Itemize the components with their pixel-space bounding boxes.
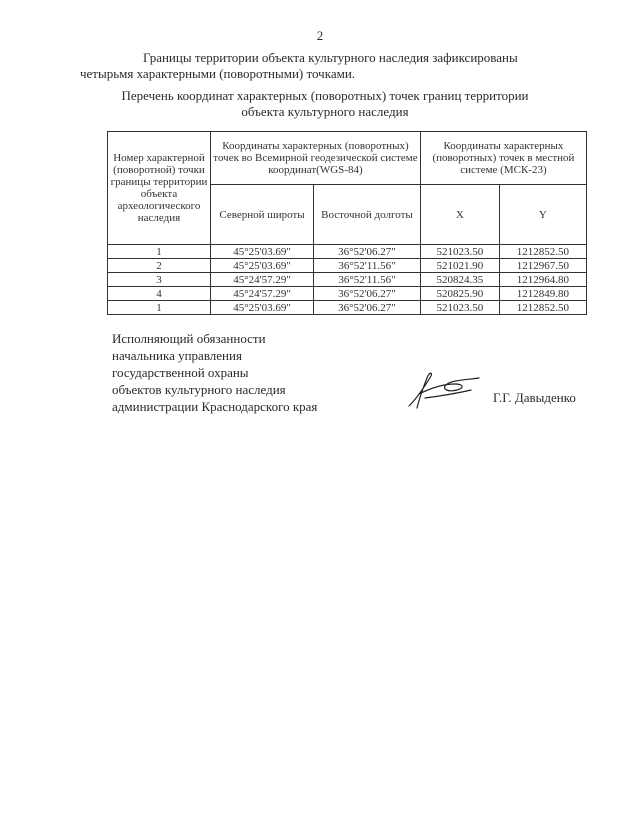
intro-line: Границы территории объекта культурного наследия зафиксированы <box>143 50 518 65</box>
signer-block <box>112 330 317 415</box>
table-row <box>108 287 587 301</box>
intro-line: четырьмя характерными (поворотными) точками. <box>80 66 356 81</box>
cell-latitude: 45°25'03.69" <box>211 301 314 315</box>
cell-latitude: 45°25'03.69" <box>211 245 314 259</box>
cell-longitude: 36°52'06.27" <box>314 301 421 315</box>
signer-line: объектов культурного наследия <box>112 382 286 397</box>
signer-line: Исполняющий обязанности <box>112 331 266 346</box>
cell-point: 1 <box>108 301 211 315</box>
table-row <box>108 273 587 287</box>
page-number: 2 <box>316 28 324 43</box>
cell-y: 1212852.50 <box>499 301 586 315</box>
cell-y: 1212967.50 <box>499 259 586 273</box>
header-point-number: Номер характерной (поворотной) точки границы территории объекта археологического наследия <box>108 132 211 245</box>
cell-latitude: 45°24'57.29" <box>211 273 314 287</box>
cell-y: 1212849.80 <box>499 287 586 301</box>
signer-line: начальника управления <box>112 348 242 363</box>
cell-y: 1212852.50 <box>499 245 586 259</box>
header-wgs84: Координаты характерных (поворотных) точек во Всемирной геодезической системе координат(WGS-84) <box>211 132 421 185</box>
cell-point: 3 <box>108 273 211 287</box>
cell-longitude: 36°52'06.27" <box>314 287 421 301</box>
cell-x: 521023.50 <box>420 301 499 315</box>
handwritten-signature <box>405 368 485 412</box>
signer-line: администрации Краснодарского края <box>112 399 318 414</box>
header-x: X <box>420 185 499 245</box>
cell-longitude: 36°52'11.56" <box>314 273 421 287</box>
table-row <box>108 245 587 259</box>
coordinates-table <box>107 131 587 315</box>
cell-longitude: 36°52'11.56" <box>314 259 421 273</box>
intro-paragraph <box>80 50 580 82</box>
signer-line: государственной охраны <box>112 365 249 380</box>
cell-latitude: 45°24'57.29" <box>211 287 314 301</box>
cell-longitude: 36°52'06.27" <box>314 245 421 259</box>
header-latitude: Северной широты <box>211 185 314 245</box>
cell-x: 520825.90 <box>420 287 499 301</box>
cell-x: 521021.90 <box>420 259 499 273</box>
cell-latitude: 45°25'03.69" <box>211 259 314 273</box>
header-msk23: Координаты характерных (поворотных) точек в местной системе (МСК-23) <box>420 132 586 185</box>
header-y: Y <box>499 185 586 245</box>
cell-point: 2 <box>108 259 211 273</box>
table-row <box>108 259 587 273</box>
cell-y: 1212964.80 <box>499 273 586 287</box>
cell-x: 521023.50 <box>420 245 499 259</box>
coordinates-list-title <box>80 88 570 120</box>
table-row <box>108 301 587 315</box>
header-longitude: Восточной долготы <box>314 185 421 245</box>
title-line: Перечень координат характерных (поворотных) точек границ территории <box>121 88 529 103</box>
cell-x: 520824.35 <box>420 273 499 287</box>
signer-name: Г.Г. Давыденко <box>493 390 576 405</box>
cell-point: 4 <box>108 287 211 301</box>
title-line: объекта культурного наследия <box>241 104 409 119</box>
cell-point: 1 <box>108 245 211 259</box>
